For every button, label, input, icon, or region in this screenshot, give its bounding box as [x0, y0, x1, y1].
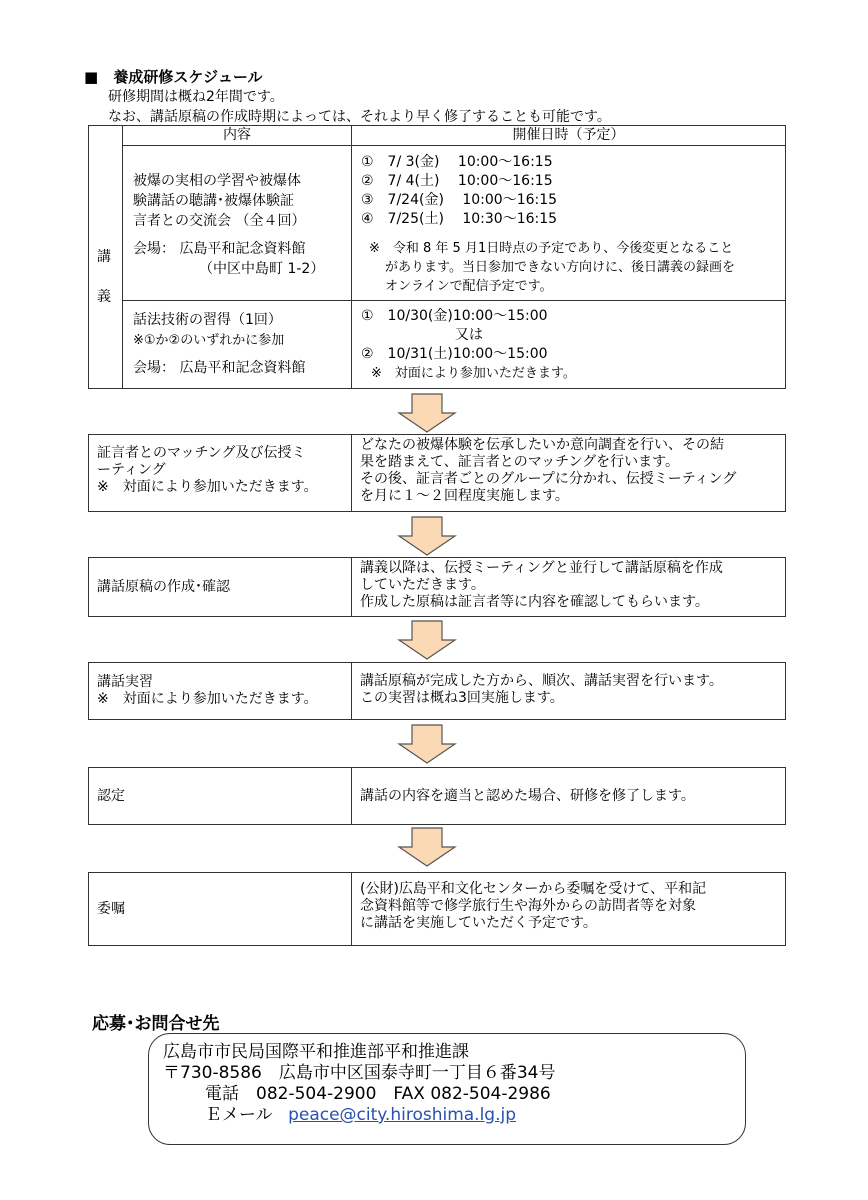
lecture-block2-date-1: ① 10/30(金)10:00～15:00 [361, 308, 548, 324]
step-practice-desc-1: 講話原稿が完成した方から、順次、講話実習を行います。 [360, 673, 723, 689]
step-matching-title-1: 証言者とのマッチング及び伝授ミ [97, 445, 306, 461]
step-certification [88, 767, 786, 825]
step-matching-desc-1: どなたの被爆体験を伝承したいか意向調査を行い、その結 [360, 437, 724, 453]
section-heading [84, 66, 263, 87]
row-label-char-2: 義 [97, 289, 111, 305]
step-manuscript-desc-2: していただきます。 [360, 577, 485, 593]
lecture-block2-or: 又は [455, 327, 483, 343]
step-commission [88, 872, 786, 946]
lecture-block2-date-2: ② 10/31(土)10:00～15:00 [361, 346, 548, 362]
step-commission-desc-2: 念資料館等で修学旅行生や海外からの訪問者等を対象 [360, 898, 696, 914]
lecture-note-3: オンラインで配信予定です。 [385, 279, 553, 294]
lecture-block2-venue: 会場： 広島平和記念資料館 [133, 360, 306, 376]
lecture-block2-note: ※ 対面により参加いただきます。 [371, 366, 576, 381]
lecture-block1-content-1: 被爆の実相の学習や被爆体 [133, 173, 301, 189]
contact-heading: 応募･お問合せ先 [92, 1014, 220, 1034]
bullet-square: ■ [84, 68, 99, 86]
col-header-date: 開催日時（予定） [352, 126, 785, 146]
step-practice-title: 講話実習 [97, 674, 153, 690]
contact-dept: 広島市市民局国際平和推進部平和推進課 [163, 1042, 469, 1062]
contact-email-link[interactable]: peace@city.hiroshima.lg.jp [288, 1105, 517, 1125]
step-matching-desc-4: を月に１～２回程度実施します。 [360, 488, 569, 504]
lecture-note-1: ※ 令和 8 年 5 月1日時点の予定であり、今後変更となること [369, 241, 734, 256]
lecture-block2-content-1: 話法技術の習得（1回） [133, 312, 282, 328]
row-label-char-1: 講 [97, 249, 111, 265]
step-matching-title-2: ーティング [97, 462, 166, 478]
step-matching-desc-2: 果を踏まえて、証言者とのマッチングを行います。 [360, 454, 680, 470]
contact-address: 〒730-8586 広島市中区国泰寺町一丁目６番34号 [163, 1063, 556, 1083]
step-manuscript-desc-3: 作成した原稿は証言者等に内容を確認してもらいます。 [360, 594, 709, 610]
col-header-content: 内容 [123, 126, 352, 146]
step-practice-desc-2: この実習は概ね3回実施します。 [360, 690, 564, 706]
lecture-block2-content-2: ※①か②のいずれかに参加 [133, 333, 285, 348]
down-arrow-icon [397, 393, 457, 433]
lecture-date-4: ④ 7/25(土) 10:30～16:15 [361, 211, 558, 227]
down-arrow-icon [397, 827, 457, 867]
step-commission-desc-1: (公財)広島平和文化センターから委嘱を受けて、平和記 [360, 881, 707, 897]
lecture-block1-venue-2: （中区中島町 1-2） [199, 261, 325, 277]
lecture-table [88, 125, 786, 389]
down-arrow-icon [397, 724, 457, 764]
lecture-block1-content-2: 験講話の聴講･被爆体験証 [133, 193, 294, 209]
row-label-lecture [89, 146, 123, 388]
lecture-date-1: ① 7/ 3(金) 10:00～16:15 [361, 154, 553, 170]
lecture-note-2: があります。当日参加できない方向けに、後日講義の録画を [385, 260, 735, 275]
step-manuscript-title: 講話原稿の作成･確認 [97, 578, 230, 595]
step-commission-title: 委嘱 [97, 900, 125, 917]
down-arrow-icon [397, 516, 457, 556]
contact-email-label: Ｅメール [205, 1105, 273, 1125]
step-matching-desc-3: その後、証言者ごとのグループに分かれ、伝授ミーティング [360, 471, 737, 487]
lecture-block1-venue-1: 会場： 広島平和記念資料館 [133, 241, 306, 257]
step-certification-desc: 講話の内容を適当と認めた場合、研修を修了します。 [360, 787, 695, 804]
step-practice-note: ※ 対面により参加いただきます。 [97, 691, 318, 707]
lecture-block1-content-3: 言者との交流会 （全４回） [133, 213, 306, 229]
section-title: 養成研修スケジュール [113, 68, 263, 86]
step-certification-title: 認定 [97, 787, 125, 804]
contact-phone: 電話 082-504-2900 FAX 082-504-2986 [205, 1084, 551, 1104]
step-matching-note: ※ 対面により参加いただきます。 [97, 479, 318, 495]
step-practice [88, 662, 786, 720]
step-manuscript-desc-1: 講義以降は、伝授ミーティングと並行して講話原稿を作成 [360, 560, 723, 576]
step-matching [88, 434, 786, 512]
step-manuscript [88, 557, 786, 617]
intro-line-2: なお、講話原稿の作成時期によっては、それより早く修了することも可能です。 [108, 109, 611, 125]
step-commission-desc-3: に講話を実施していただく予定です。 [360, 915, 597, 931]
down-arrow-icon [397, 620, 457, 660]
intro-line-1: 研修期間は概ね2年間です。 [108, 89, 284, 105]
lecture-date-2: ② 7/ 4(土) 10:00～16:15 [361, 173, 553, 189]
lecture-date-3: ③ 7/24(金) 10:00～16:15 [361, 192, 558, 208]
contact-box [148, 1033, 746, 1145]
contact-email-row [163, 1105, 731, 1126]
